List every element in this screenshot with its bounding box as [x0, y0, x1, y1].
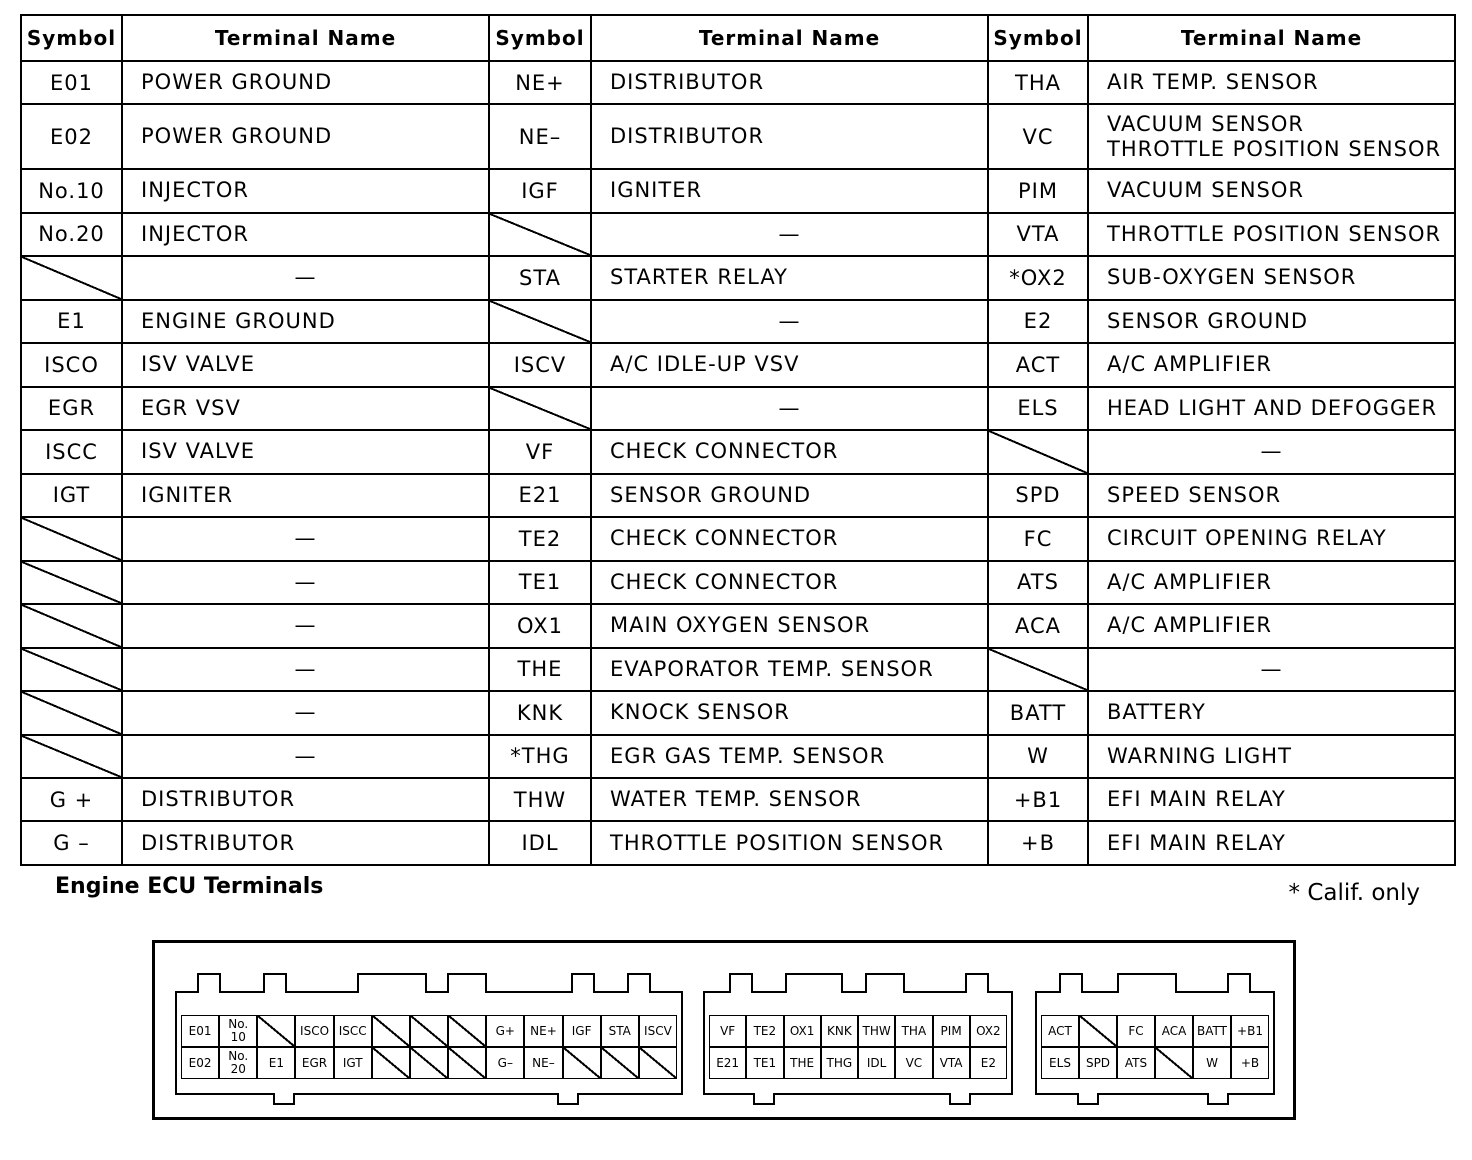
terminal-name-cell: DISTRIBUTOR — [591, 61, 988, 104]
symbol-cell: E21 — [489, 474, 591, 517]
symbol-cell: TE1 — [489, 561, 591, 604]
pin-empty — [601, 1047, 639, 1079]
terminal-table — [20, 14, 1456, 866]
pin-label: ISCO — [295, 1015, 333, 1047]
pin-label: THW — [858, 1015, 895, 1047]
symbol-cell: *THG — [489, 735, 591, 778]
pin-label: THG — [821, 1047, 858, 1079]
terminal-name-cell: EVAPORATOR TEMP. SENSOR — [591, 648, 988, 691]
terminal-name-cell: CHECK CONNECTOR — [591, 561, 988, 604]
header-terminal-name: Terminal Name — [1088, 15, 1455, 61]
header-symbol: Symbol — [489, 15, 591, 61]
symbol-cell: E1 — [21, 300, 122, 343]
symbol-cell: THW — [489, 778, 591, 821]
terminal-name-cell: STARTER RELAY — [591, 256, 988, 299]
terminal-name-cell: ISV VALVE — [122, 343, 489, 386]
table-row — [21, 256, 1455, 299]
terminal-name-cell: DISTRIBUTOR — [122, 821, 489, 865]
terminal-name-cell: — — [122, 691, 489, 734]
symbol-cell: VC — [988, 104, 1088, 169]
symbol-cell: PIM — [988, 169, 1088, 212]
table-row — [21, 430, 1455, 473]
symbol-cell-empty — [21, 561, 122, 604]
terminal-name-cell: CHECK CONNECTOR — [591, 430, 988, 473]
pin-empty — [410, 1015, 448, 1047]
symbol-cell: KNK — [489, 691, 591, 734]
table-row — [21, 104, 1455, 169]
pin-empty — [563, 1047, 601, 1079]
terminal-name-cell: — — [122, 256, 489, 299]
terminal-name-cell: EGR GAS TEMP. SENSOR — [591, 735, 988, 778]
pin-label: BATT — [1193, 1015, 1231, 1047]
pin-label: THA — [895, 1015, 932, 1047]
symbol-cell: NE+ — [489, 61, 591, 104]
terminal-name-cell: — — [122, 648, 489, 691]
terminal-name-cell: INJECTOR — [122, 169, 489, 212]
symbol-cell: +B1 — [988, 778, 1088, 821]
terminal-name-cell: MAIN OXYGEN SENSOR — [591, 604, 988, 647]
pin-label: THE — [784, 1047, 821, 1079]
terminal-name-cell: SENSOR GROUND — [1088, 300, 1455, 343]
table-row — [21, 735, 1455, 778]
pin-label: G+ — [486, 1015, 524, 1047]
table-row — [21, 213, 1455, 256]
pin-empty — [448, 1047, 486, 1079]
terminal-name-cell: — — [122, 561, 489, 604]
connector-2 — [703, 991, 1013, 1095]
pin-label: OX2 — [970, 1015, 1007, 1047]
terminal-name-cell: — — [122, 735, 489, 778]
table-row — [21, 343, 1455, 386]
symbol-cell-empty — [21, 517, 122, 560]
pin-label: KNK — [821, 1015, 858, 1047]
symbol-cell-empty — [489, 387, 591, 430]
connector-grid — [709, 1015, 1007, 1079]
pin-label: STA — [601, 1015, 639, 1047]
symbol-cell: ISCO — [21, 343, 122, 386]
pin-label: ISCC — [334, 1015, 372, 1047]
symbol-cell: EGR — [21, 387, 122, 430]
pin-label: ACA — [1155, 1015, 1193, 1047]
pin-label: ISCV — [639, 1015, 677, 1047]
table-row — [21, 648, 1455, 691]
pin-label: SPD — [1079, 1047, 1117, 1079]
terminal-name-cell: EFI MAIN RELAY — [1088, 778, 1455, 821]
symbol-cell: G + — [21, 778, 122, 821]
table-row — [21, 169, 1455, 212]
pin-label: E2 — [970, 1047, 1007, 1079]
footnote: * Calif. only — [1288, 880, 1420, 906]
table-row — [21, 604, 1455, 647]
terminal-name-cell: CIRCUIT OPENING RELAY — [1088, 517, 1455, 560]
symbol-cell: W — [988, 735, 1088, 778]
pin-label: ATS — [1117, 1047, 1155, 1079]
terminal-name-cell: VACUUM SENSOR THROTTLE POSITION SENSOR — [1088, 104, 1455, 169]
symbol-cell-empty — [988, 430, 1088, 473]
terminal-name-cell: SENSOR GROUND — [591, 474, 988, 517]
terminal-name-cell: THROTTLE POSITION SENSOR — [1088, 213, 1455, 256]
table-body — [21, 61, 1455, 865]
table-row — [21, 691, 1455, 734]
pin-label: W — [1193, 1047, 1231, 1079]
symbol-cell: NE– — [489, 104, 591, 169]
terminal-name-cell: DISTRIBUTOR — [122, 778, 489, 821]
header-terminal-name: Terminal Name — [591, 15, 988, 61]
pin-empty — [372, 1015, 410, 1047]
pin-label: VF — [709, 1015, 746, 1047]
terminal-name-cell: ENGINE GROUND — [122, 300, 489, 343]
table-row — [21, 778, 1455, 821]
terminal-name-cell: — — [122, 604, 489, 647]
symbol-cell-empty — [21, 735, 122, 778]
pin-label: No. 10 — [219, 1015, 257, 1047]
terminal-name-cell: WATER TEMP. SENSOR — [591, 778, 988, 821]
symbol-cell: THA — [988, 61, 1088, 104]
symbol-cell: No.10 — [21, 169, 122, 212]
header-symbol: Symbol — [21, 15, 122, 61]
table-row — [21, 387, 1455, 430]
pin-label: E02 — [181, 1047, 219, 1079]
pin-label: FC — [1117, 1015, 1155, 1047]
terminal-name-cell: CHECK CONNECTOR — [591, 517, 988, 560]
symbol-cell: ISCC — [21, 430, 122, 473]
connector-1 — [175, 991, 683, 1095]
symbol-cell: ACT — [988, 343, 1088, 386]
terminal-name-cell: — — [591, 300, 988, 343]
pin-label: NE+ — [524, 1015, 562, 1047]
table-row — [21, 300, 1455, 343]
table-row — [21, 517, 1455, 560]
symbol-cell: STA — [489, 256, 591, 299]
symbol-cell-empty — [21, 691, 122, 734]
terminal-name-cell: THROTTLE POSITION SENSOR — [591, 821, 988, 865]
symbol-cell: ELS — [988, 387, 1088, 430]
symbol-cell: E01 — [21, 61, 122, 104]
terminal-name-cell: VACUUM SENSOR — [1088, 169, 1455, 212]
table-row — [21, 821, 1455, 865]
terminal-name-cell: SPEED SENSOR — [1088, 474, 1455, 517]
connector-3 — [1035, 991, 1275, 1095]
pin-label: G– — [486, 1047, 524, 1079]
symbol-cell-empty — [988, 648, 1088, 691]
symbol-cell: E2 — [988, 300, 1088, 343]
terminal-name-cell: POWER GROUND — [122, 104, 489, 169]
terminal-name-cell: DISTRIBUTOR — [591, 104, 988, 169]
pin-label: PIM — [933, 1015, 970, 1047]
symbol-cell: *OX2 — [988, 256, 1088, 299]
terminal-name-cell: AIR TEMP. SENSOR — [1088, 61, 1455, 104]
terminal-name-cell: — — [122, 517, 489, 560]
symbol-cell: No.20 — [21, 213, 122, 256]
symbol-cell: ATS — [988, 561, 1088, 604]
connector-grid — [1041, 1015, 1269, 1079]
symbol-cell: THE — [489, 648, 591, 691]
symbol-cell: ACA — [988, 604, 1088, 647]
table-row — [21, 61, 1455, 104]
terminal-name-cell: POWER GROUND — [122, 61, 489, 104]
pin-empty — [257, 1015, 295, 1047]
symbol-cell: TE2 — [489, 517, 591, 560]
pin-label: VTA — [933, 1047, 970, 1079]
pin-label: IDL — [858, 1047, 895, 1079]
pin-label: OX1 — [784, 1015, 821, 1047]
terminal-name-cell: A/C AMPLIFIER — [1088, 561, 1455, 604]
symbol-cell: IGT — [21, 474, 122, 517]
pin-empty — [1079, 1015, 1117, 1047]
terminal-name-cell: WARNING LIGHT — [1088, 735, 1455, 778]
table-row — [21, 474, 1455, 517]
terminal-name-cell: — — [591, 213, 988, 256]
symbol-cell: SPD — [988, 474, 1088, 517]
terminal-name-cell: ISV VALVE — [122, 430, 489, 473]
symbol-cell: VF — [489, 430, 591, 473]
symbol-cell: IDL — [489, 821, 591, 865]
pin-label: E01 — [181, 1015, 219, 1047]
terminal-name-cell: — — [1088, 430, 1455, 473]
terminal-name-cell: INJECTOR — [122, 213, 489, 256]
terminal-name-cell: — — [1088, 648, 1455, 691]
pin-label: E1 — [257, 1047, 295, 1079]
symbol-cell: VTA — [988, 213, 1088, 256]
pin-empty — [372, 1047, 410, 1079]
terminal-name-cell: — — [591, 387, 988, 430]
symbol-cell-empty — [21, 648, 122, 691]
terminal-name-cell: A/C AMPLIFIER — [1088, 604, 1455, 647]
pin-empty — [639, 1047, 677, 1079]
terminal-name-cell: A/C IDLE-UP VSV — [591, 343, 988, 386]
connector-diagram — [152, 940, 1296, 1120]
symbol-cell: FC — [988, 517, 1088, 560]
symbol-cell: OX1 — [489, 604, 591, 647]
pin-label: No. 20 — [219, 1047, 257, 1079]
symbol-cell: +B — [988, 821, 1088, 865]
terminal-name-cell: SUB-OXYGEN SENSOR — [1088, 256, 1455, 299]
symbol-cell-empty — [21, 604, 122, 647]
symbol-cell: IGF — [489, 169, 591, 212]
symbol-cell-empty — [489, 300, 591, 343]
pin-empty — [410, 1047, 448, 1079]
terminal-name-cell: EFI MAIN RELAY — [1088, 821, 1455, 865]
pin-label: EGR — [295, 1047, 333, 1079]
header-symbol: Symbol — [988, 15, 1088, 61]
terminal-name-cell: KNOCK SENSOR — [591, 691, 988, 734]
pin-label: ELS — [1041, 1047, 1079, 1079]
table-row — [21, 561, 1455, 604]
connector-grid — [181, 1015, 677, 1079]
symbol-cell: ISCV — [489, 343, 591, 386]
symbol-cell: BATT — [988, 691, 1088, 734]
pin-label: NE– — [524, 1047, 562, 1079]
symbol-cell: G – — [21, 821, 122, 865]
pin-empty — [448, 1015, 486, 1047]
pin-label: TE1 — [746, 1047, 783, 1079]
pin-label: IGT — [334, 1047, 372, 1079]
terminal-name-cell: IGNITER — [122, 474, 489, 517]
pin-label: IGF — [563, 1015, 601, 1047]
pin-label: VC — [895, 1047, 932, 1079]
pin-label: E21 — [709, 1047, 746, 1079]
symbol-cell: E02 — [21, 104, 122, 169]
pin-label: ACT — [1041, 1015, 1079, 1047]
header-terminal-name: Terminal Name — [122, 15, 489, 61]
terminal-name-cell: HEAD LIGHT AND DEFOGGER — [1088, 387, 1455, 430]
terminal-name-cell: EGR VSV — [122, 387, 489, 430]
table-caption: Engine ECU Terminals — [55, 874, 324, 899]
pin-label: +B — [1231, 1047, 1269, 1079]
terminal-name-cell: BATTERY — [1088, 691, 1455, 734]
symbol-cell-empty — [21, 256, 122, 299]
table-header-row — [21, 15, 1455, 61]
symbol-cell-empty — [489, 213, 591, 256]
pin-label: +B1 — [1231, 1015, 1269, 1047]
pin-empty — [1155, 1047, 1193, 1079]
pin-label: TE2 — [746, 1015, 783, 1047]
terminal-name-cell: IGNITER — [591, 169, 988, 212]
terminal-name-cell: A/C AMPLIFIER — [1088, 343, 1455, 386]
